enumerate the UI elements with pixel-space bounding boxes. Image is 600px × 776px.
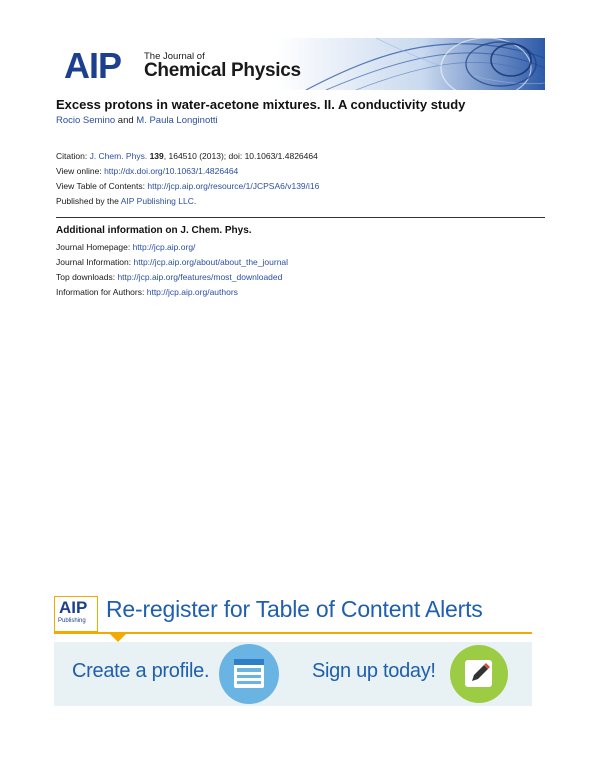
section-divider: [56, 217, 545, 218]
aip-logo: AIP: [64, 45, 122, 86]
ad-logo-sub: Publishing: [58, 618, 86, 624]
profile-window-icon: [219, 644, 279, 704]
journal-name: Chemical Physics: [144, 60, 301, 81]
article-title: Excess protons in water-acetone mixtures. II. A conductivity study: [56, 97, 466, 112]
create-profile-cta[interactable]: Create a profile.: [72, 660, 210, 682]
published-end: .: [193, 196, 197, 206]
author-link-1[interactable]: Rocio Semino: [56, 115, 116, 126]
published-row: [56, 194, 319, 209]
citation-volume: 139: [149, 151, 164, 161]
pencil-icon: [450, 645, 508, 703]
toc-row: [56, 179, 319, 194]
info-label: Information for Authors:: [56, 287, 145, 297]
author-link-2[interactable]: M. Paula Longinotti: [136, 115, 218, 126]
aip-publishing-logo: [54, 596, 98, 632]
author-joiner: and: [117, 115, 134, 126]
info-label: Journal Information:: [56, 257, 132, 267]
info-row-homepage: [56, 240, 288, 255]
info-label: Top downloads:: [56, 272, 116, 282]
info-row-top-downloads: [56, 270, 288, 285]
citation-block: [56, 149, 319, 209]
ad-logo-text: AIP: [59, 598, 88, 617]
additional-heading: Additional information on J. Chem. Phys.: [56, 225, 252, 236]
citation-label: Citation:: [56, 151, 88, 161]
ad-headline-link[interactable]: Re-register for Table of Content Alerts: [106, 596, 483, 622]
ad-pointer-icon: [110, 634, 126, 642]
info-link[interactable]: http://jcp.aip.org/authors: [146, 287, 238, 297]
toc-link[interactable]: http://jcp.aip.org/resource/1/JCPSA6/v139/i16: [147, 181, 320, 191]
info-link[interactable]: http://jcp.aip.org/: [132, 242, 196, 252]
info-link[interactable]: http://jcp.aip.org/about/about_the_journal: [133, 257, 289, 267]
citation-rest: , 164510 (2013); doi: 10.1063/1.4826464: [163, 151, 318, 161]
citation-row: [56, 149, 319, 164]
view-online-row: [56, 164, 319, 179]
additional-info: [56, 225, 288, 300]
info-label: Journal Homepage:: [56, 242, 131, 252]
sign-up-cta[interactable]: Sign up today!: [312, 660, 436, 682]
publisher-link[interactable]: AIP Publishing LLC: [120, 196, 194, 206]
citation-journal-link[interactable]: J. Chem. Phys.: [89, 151, 148, 161]
info-link[interactable]: http://jcp.aip.org/features/most_downloaded: [117, 272, 283, 282]
view-online-link[interactable]: http://dx.doi.org/10.1063/1.4826464: [104, 166, 239, 176]
journal-prefix: The Journal of: [144, 51, 205, 62]
ad-panel[interactable]: [54, 642, 532, 706]
toc-label: View Table of Contents:: [56, 181, 145, 191]
view-online-label: View online:: [56, 166, 102, 176]
article-authors: [56, 115, 218, 126]
info-row-journal-information: [56, 255, 288, 270]
published-label: Published by the: [56, 196, 119, 206]
info-row-authors: [56, 285, 288, 300]
journal-banner: [56, 38, 545, 90]
